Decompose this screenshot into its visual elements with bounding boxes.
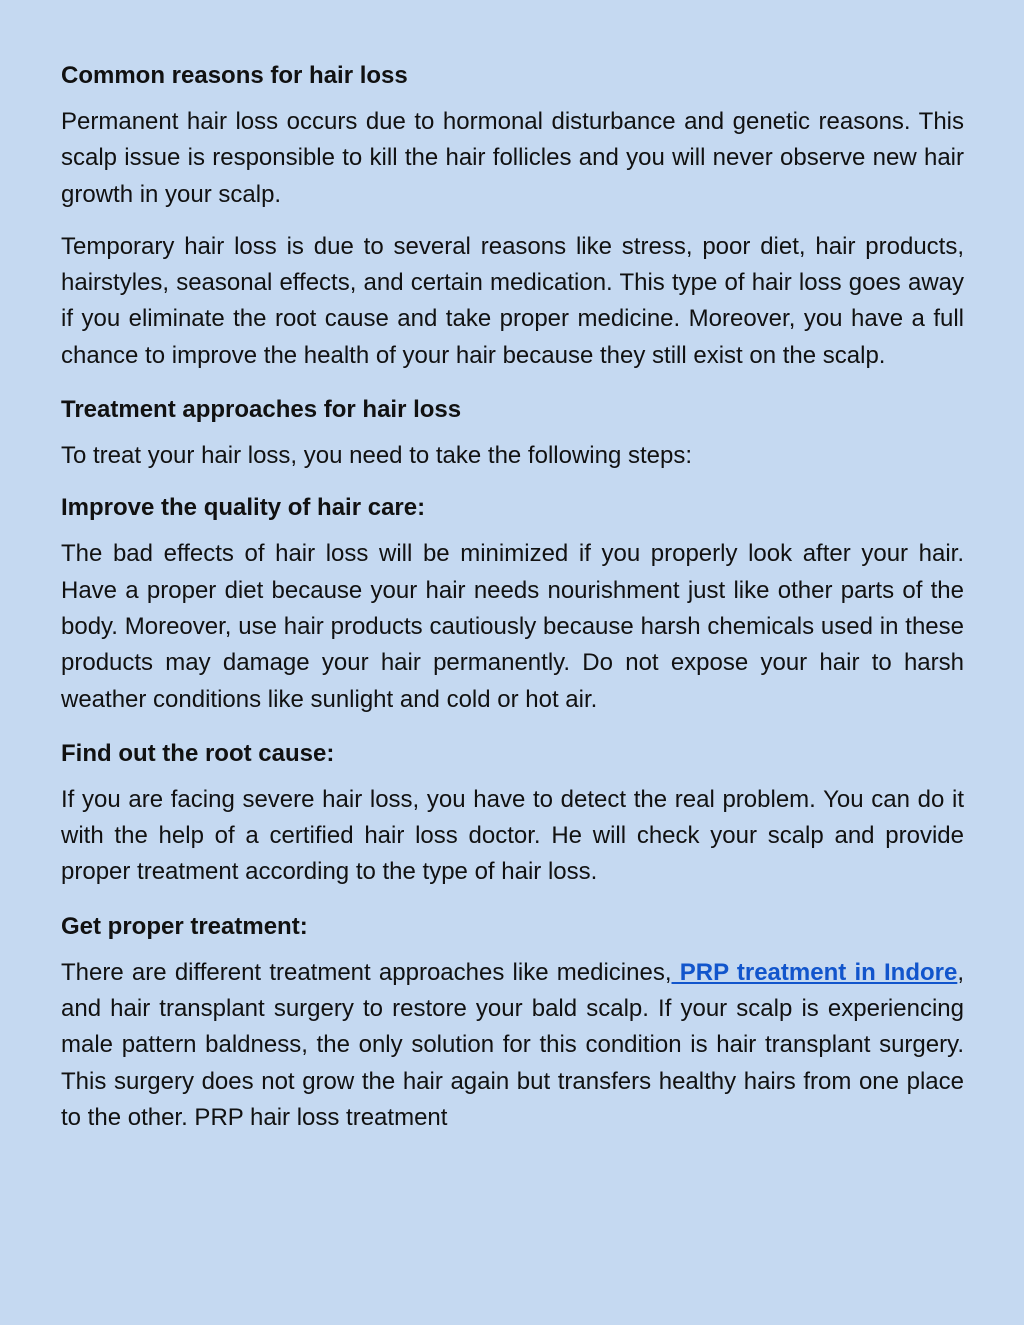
paragraph-hair-care: The bad effects of hair loss will be minimized if you properly look after your hair. Have a proper diet because your hair needs nourishment just like other parts of the body. Moreover, use hair products cautiously because harsh chemicals used in these products may damage your hair permanently. Do not expose your hair to harsh weather conditions like sunlight and cold or hot air. bbox=[61, 540, 964, 713]
heading-proper-treatment: Get proper treatment: bbox=[61, 912, 308, 940]
treatment-text-before-link: There are different treatment approaches like medicines, bbox=[61, 958, 672, 986]
document-body bbox=[61, 58, 964, 1152]
paragraph-temporary-hair-loss: Temporary hair loss is due to several reasons like stress, poor diet, hair products, hairstyles, seasonal effects, and certain medication. This type of hair loss goes away if you eliminate the root cause and take proper medicine. Moreover, you have a full chance to improve the health of your hair because they still exist on the scalp. bbox=[61, 232, 964, 369]
paragraph-steps-intro: To treat your hair loss, you need to take the following steps: bbox=[61, 442, 693, 470]
paragraph-root-cause: If you are facing severe hair loss, you have to detect the real problem. You can do it with the help of a certified hair loss doctor. He will check your scalp and provide proper treatment according to the type of hair loss. bbox=[61, 785, 964, 886]
heading-improve-hair-care: Improve the quality of hair care: bbox=[61, 494, 426, 522]
treatment-text-after-link: , and hair transplant surgery to restore your bald scalp. If your scalp is experiencing male pattern baldness, the only solution for this condition is hair transplant surgery. This surgery does not grow the hair again but transfers healthy hairs from one place to the other. PRP hair loss treatment bbox=[61, 958, 964, 1131]
heading-common-reasons: Common reasons for hair loss bbox=[61, 62, 408, 89]
paragraph-permanent-hair-loss: Permanent hair loss occurs due to hormonal disturbance and genetic reasons. This scalp issue is responsible to kill the hair follicles and you will never observe new hair growth in your scalp. bbox=[61, 108, 964, 208]
prp-treatment-link[interactable]: PRP treatment in Indore bbox=[671, 958, 958, 986]
heading-treatment-approaches: Treatment approaches for hair loss bbox=[61, 396, 462, 424]
paragraph-proper-treatment bbox=[61, 955, 964, 1136]
heading-root-cause: Find out the root cause: bbox=[61, 739, 335, 767]
